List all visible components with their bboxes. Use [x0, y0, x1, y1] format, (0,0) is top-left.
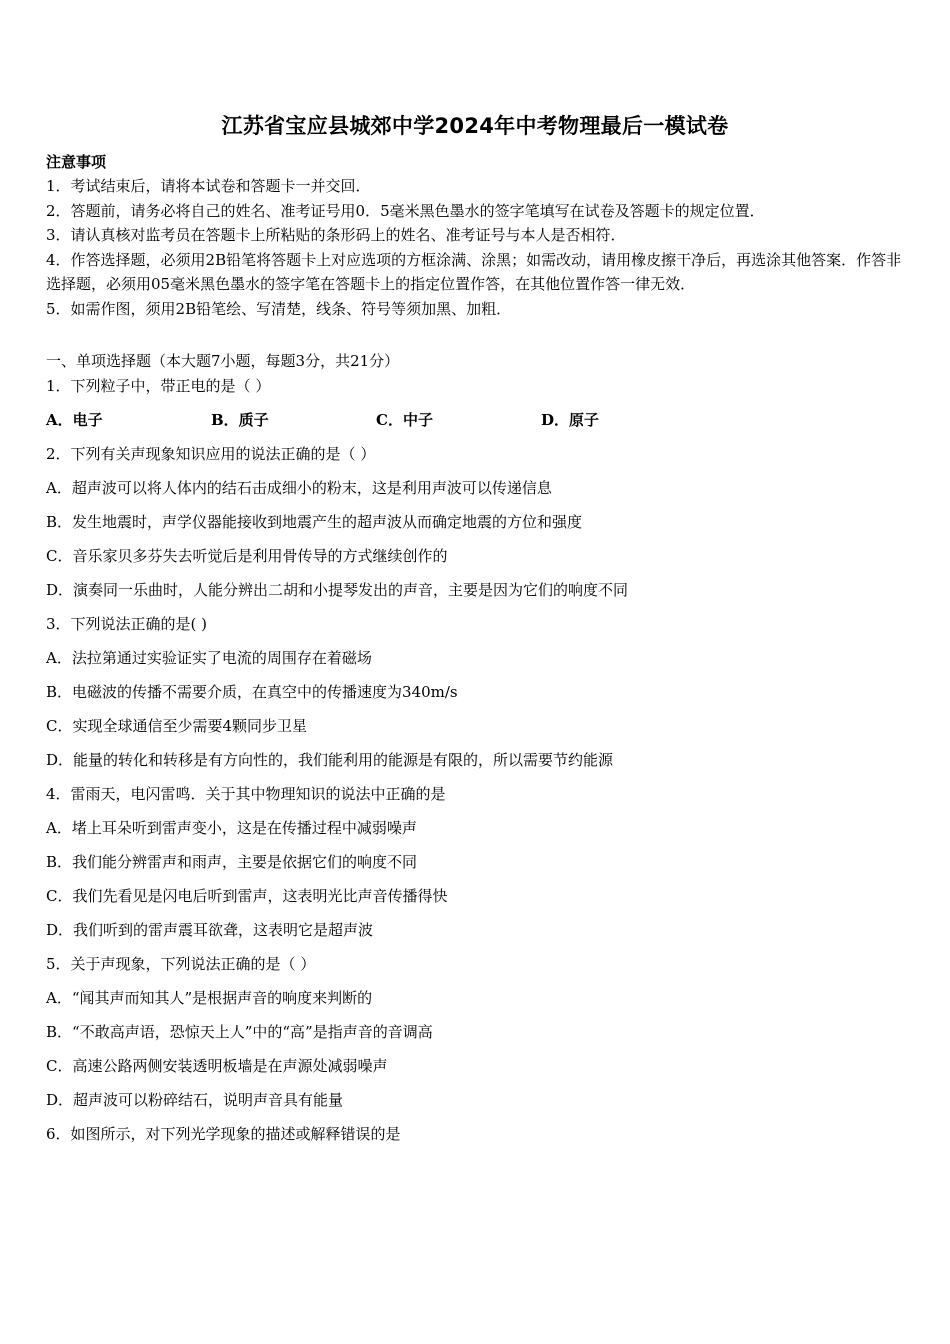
question-6-stem: 6．如图所示，对下列光学现象的描述或解释错误的是 [46, 1125, 401, 1143]
question-2-option-a: A．超声波可以将人体内的结石击成细小的粉末，这是利用声波可以传递信息 [46, 479, 552, 497]
question-1-option-a: A．电子 [46, 411, 103, 429]
question-2-stem: 2．下列有关声现象知识应用的说法正确的是（ ） [46, 445, 376, 463]
page-title: 江苏省宝应县城郊中学2024年中考物理最后一模试卷 [221, 114, 729, 138]
question-2-option-c: C．音乐家贝多芬失去听觉后是利用骨传导的方式继续创作的 [46, 547, 448, 565]
question-3-option-d: D．能量的转化和转移是有方向性的，我们能利用的能源是有限的，所以需要节约能源 [46, 751, 614, 769]
question-3-option-b: B．电磁波的传播不需要介质，在真空中的传播速度为340m/s [46, 683, 458, 701]
question-4-option-d: D．我们听到的雷声震耳欲聋，这表明它是超声波 [46, 921, 374, 939]
notes-heading: 注意事项 [46, 153, 107, 171]
question-5-stem: 5．关于声现象，下列说法正确的是（ ） [46, 955, 316, 973]
question-2-option-b: B．发生地震时，声学仪器能接收到地震产生的超声波从而确定地震的方位和强度 [46, 513, 583, 531]
question-5-option-c: C．高速公路两侧安装透明板墙是在声源处减弱噪声 [46, 1057, 388, 1075]
question-3-stem: 3．下列说法正确的是( ) [46, 615, 208, 633]
notes-list [46, 174, 906, 321]
note-item: 3．请认真核对监考员在答题卡上所粘贴的条形码上的姓名、准考证号与本人是否相符． [46, 226, 626, 244]
question-4-stem: 4．雷雨天，电闪雷鸣．关于其中物理知识的说法中正确的是 [46, 785, 446, 803]
question-5-option-b: B．“不敢高声语，恐惊天上人”中的“高”是指声音的音调高 [46, 1023, 433, 1041]
question-4-option-a: A．堵上耳朵听到雷声变小，这是在传播过程中减弱噪声 [46, 819, 417, 837]
question-5-option-d: D．超声波可以粉碎结石，说明声音具有能量 [46, 1091, 344, 1109]
question-1-option-b: B．质子 [211, 411, 269, 429]
question-4-option-c: C．我们先看见是闪电后听到雷声，这表明光比声音传播得快 [46, 887, 448, 905]
question-3-option-a: A．法拉第通过实验证实了电流的周围存在着磁场 [46, 649, 372, 667]
question-1-option-c: C．中子 [376, 411, 433, 429]
question-2-option-d: D．演奏同一乐曲时，人能分辨出二胡和小提琴发出的声音，主要是因为它们的响度不同 [46, 581, 629, 599]
section-heading: 一、单项选择题（本大题7小题，每题3分，共21分） [46, 352, 400, 370]
note-item: 5．如需作图，须用2B铅笔绘、写清楚，线条、符号等须加黑、加粗． [46, 299, 512, 318]
note-item: 2．答题前，请务必将自己的姓名、准考证号用0．5毫米黑色墨水的签字笔填写在试卷及答题卡的规定位置． [46, 201, 765, 220]
question-5-option-a: A．“闻其声而知其人”是根据声音的响度来判断的 [46, 989, 373, 1007]
note-item: 1．考试结束后，请将本试卷和答题卡一并交回． [46, 177, 371, 195]
question-4-option-b: B．我们能分辨雷声和雨声，主要是依据它们的响度不同 [46, 853, 418, 871]
question-1-stem: 1．下列粒子中，带正电的是（ ） [46, 377, 271, 395]
note-item: 4．作答选择题，必须用2B铅笔将答题卡上对应选项的方框涂满、涂黑；如需改动，请用橡皮擦干净后，再选涂其他答案．作答非选择题，必须用05毫米黑色墨水的签字笔在答题卡上的指定位置作答，在其他位置作答一律无效． [46, 250, 902, 293]
question-1-option-d: D．原子 [541, 411, 600, 429]
question-3-option-c: C．实现全球通信至少需要4颗同步卫星 [46, 717, 308, 735]
